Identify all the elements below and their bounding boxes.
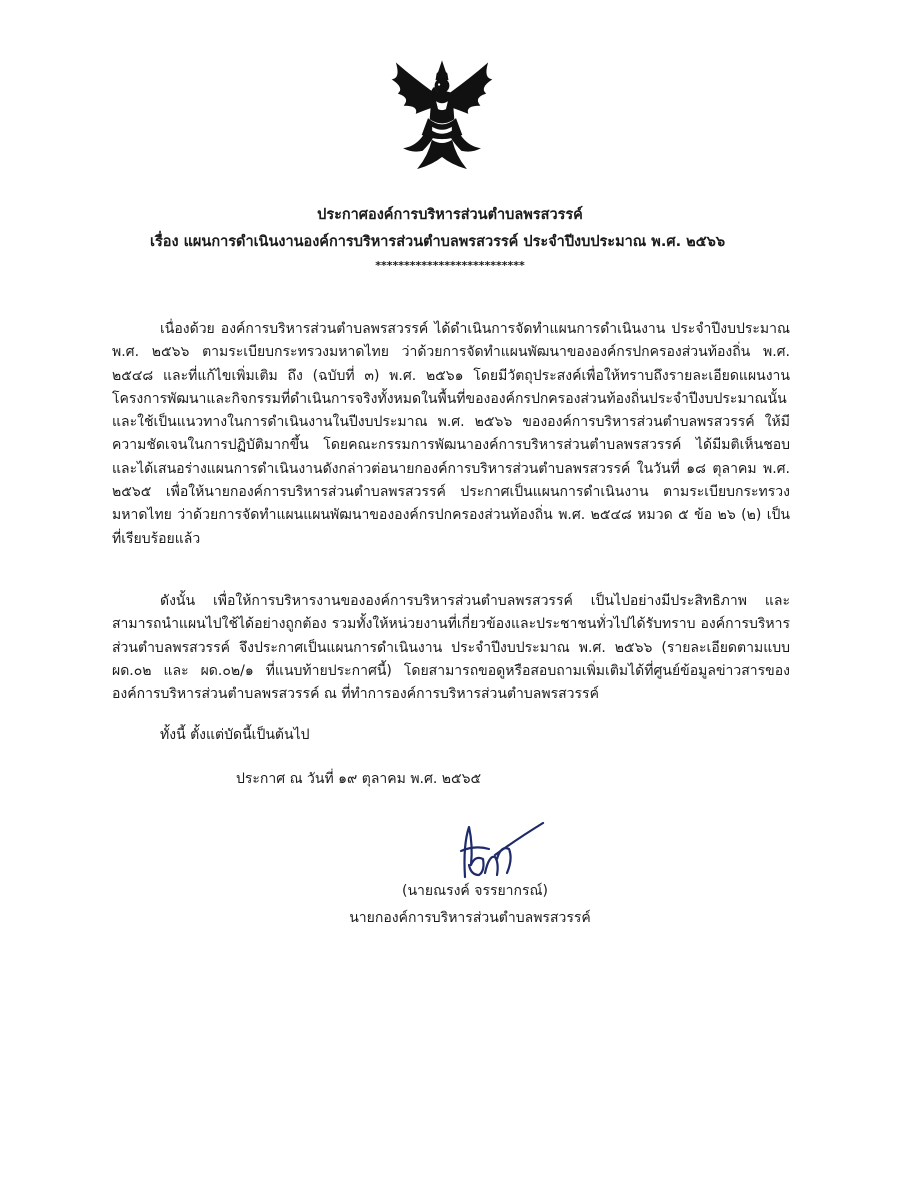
signatory-position: นายกองค์การบริหารส่วนตำบลพรสวรรค์	[349, 910, 591, 926]
garuda-emblem-icon	[383, 58, 501, 176]
body-paragraph-2: ดังนั้น เพื่อให้การบริหารงานขององค์การบริหารส่วนตำบลพรสวรรค์ เป็นไปอย่างมีประสิทธิภาพ และสามารถนำแผนไปใช้ได้อย่างถูกต้อง รวมทั้งให้หน่วยงานที่เกี่ยวข้องและประชาชนทั่วไปได้รับทราบ องค์การบริหารส่วนตำบลพรสวรรค์ จึงประกาศเป็นแผนการดำเนินงาน ประจำปีงบประมาณ พ.ศ. ๒๕๖๖ (รายละเอียดตามแบบ ผด.๐๒ และ ผด.๐๒/๑ ที่แนบท้ายประกาศนี้) โดยสามารถขอดูหรือสอบถามเพิ่มเติมได้ที่ศูนย์ข้อมูลข่าวสารขององค์การบริหารส่วนตำบลพรสวรรค์ ณ ที่ทำการองค์การบริหารส่วนตำบลพรสวรรค์	[112, 593, 790, 703]
announcement-title: ประกาศองค์การบริหารส่วนตำบลพรสวรรค์	[317, 207, 583, 223]
announcement-date: ประกาศ ณ วันที่ ๑๙ ตุลาคม พ.ศ. ๒๕๖๕	[236, 771, 482, 787]
signature-image	[455, 815, 545, 885]
body-paragraph-1: เนื่องด้วย องค์การบริหารส่วนตำบลพรสวรรค์ ได้ดำเนินการจัดทำแผนการดำเนินงาน ประจำปีงบประมาณ พ.ศ. ๒๕๖๖ ตามระเบียบกระทรวงมหาดไทย ว่าด้วยการจัดทำแผนพัฒนาขององค์กรปกครองส่วนท้องถิ่น พ.ศ. ๒๕๔๘ และที่แก้ไขเพิ่มเติม ถึง (ฉบับที่ ๓) พ.ศ. ๒๕๖๑ โดยมีวัตถุประสงค์เพื่อให้ทราบถึงรายละเอียดแผนงาน โครงการพัฒนาและกิจกรรมที่ดำเนินการจริงทั้งหมดในพื้นที่ขององค์กรปกครองส่วนท้องถิ่นประจำปีงบประมาณนั้น และใช้เป็นแนวทางในการดำเนินงานในปีงบประมาณ พ.ศ. ๒๕๖๖ ขององค์การบริหารส่วนตำบลพรสวรรค์ ให้มีความชัดเจนในการปฏิบัติมากขึ้น โดยคณะกรรมการพัฒนาองค์การบริหารส่วนตำบลพรสวรรค์ ได้มีมติเห็นชอบและได้เสนอร่างแผนการดำเนินงานดังกล่าวต่อนายกองค์การบริหารส่วนตำบลพรสวรรค์ ในวันที่ ๑๘ ตุลาคม พ.ศ. ๒๕๖๕ เพื่อให้นายกองค์การบริหารส่วนตำบลพรสวรรค์ ประกาศเป็นแผนการดำเนินงาน ตามระเบียบกระทรวงมหาดไทย ว่าด้วยการจัดทำแผนแผนพัฒนาขององค์กรปกครองส่วนท้องถิ่น พ.ศ. ๒๕๔๘ หมวด ๕ ข้อ ๒๖ (๒) เป็นที่เรียบร้อยแล้ว	[112, 321, 790, 547]
separator-stars: **************************	[375, 259, 525, 272]
announcement-subject: เรื่อง แผนการดำเนินงานองค์การบริหารส่วนตำบลพรสวรรค์ ประจำปีงบประมาณ พ.ศ. ๒๕๖๖	[150, 234, 726, 250]
closing-line: ทั้งนี้ ตั้งแต่บัดนี้เป็นต้นไป	[160, 727, 310, 743]
signatory-name: (นายณรงค์ จรรยากรณ์)	[401, 883, 548, 899]
